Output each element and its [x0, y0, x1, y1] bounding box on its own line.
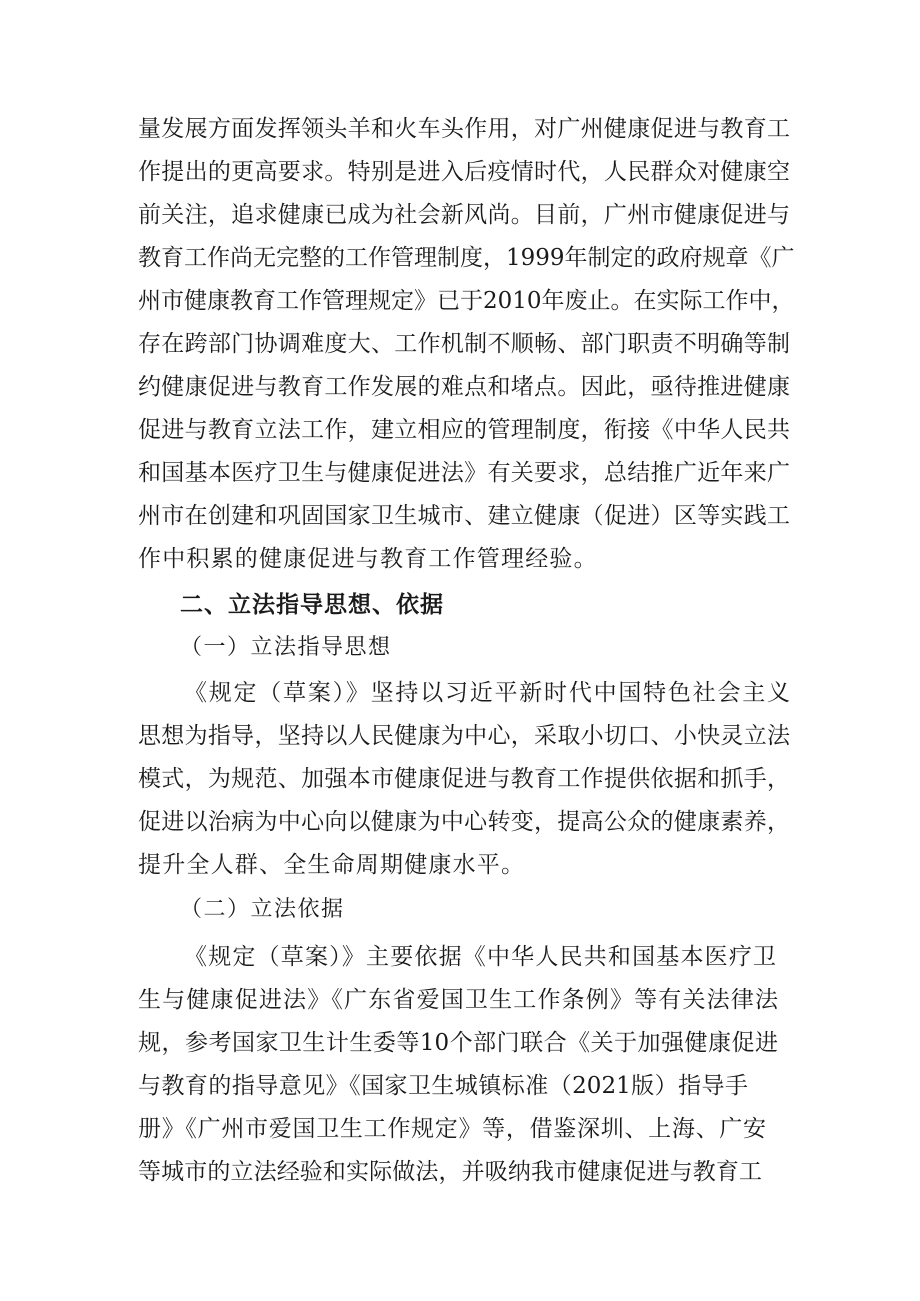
- paragraph-line: 前关注，追求健康已成为社会新风尚。目前，广州市健康促进与: [138, 202, 790, 228]
- paragraph-line: 促进以治病为中心向以健康为中心转变，提高公众的健康素养，: [138, 809, 790, 835]
- paragraph-line: 约健康促进与教育工作发展的难点和堵点。因此，亟待推进健康: [138, 374, 790, 400]
- paragraph-line: 模式，为规范、加强本市健康促进与教育工作提供依据和抓手，: [138, 766, 790, 792]
- paragraph-line: 和国基本医疗卫生与健康促进法》有关要求，总结推广近年来广: [138, 460, 790, 486]
- paragraph-line: 存在跨部门协调难度大、工作机制不顺畅、部门职责不明确等制: [138, 331, 790, 357]
- paragraph-line: 州市健康教育工作管理规定》已于2010年废止。在实际工作中，: [138, 288, 795, 314]
- paragraph-line: 作提出的更高要求。特别是进入后疫情时代，人民群众对健康空: [138, 159, 790, 185]
- paragraph-line: 等城市的立法经验和实际做法，并吸纳我市健康促进与教育工: [138, 1159, 762, 1185]
- paragraph-line: 促进与教育立法工作，建立相应的管理制度，衔接《中华人民共: [138, 417, 790, 443]
- paragraph-line: 生与健康促进法》《广东省爱国卫生工作条例》等有关法律法: [138, 987, 778, 1013]
- paragraph-line: 《规定（草案）》主要依据《中华人民共和国基本医疗卫: [184, 944, 776, 970]
- subsection-title: （二）立法依据: [180, 897, 345, 922]
- paragraph-line: 思想为指导，坚持以人民健康为中心，采取小切口、小快灵立法: [138, 723, 790, 749]
- subsection-title: （一）立法指导思想: [180, 635, 392, 660]
- paragraph-line: 提升全人群、全生命周期健康水平。: [138, 852, 526, 878]
- paragraph-line: 作中积累的健康促进与教育工作管理经验。: [138, 546, 598, 572]
- section-heading: 二、立法指导思想、依据: [180, 592, 444, 618]
- paragraph-line: 规，参考国家卫生计生委等10个部门联合《关于加强健康促进: [138, 1030, 778, 1056]
- paragraph-line: 量发展方面发挥领头羊和火车头作用，对广州健康促进与教育工: [138, 116, 790, 142]
- paragraph-line: 州市在创建和巩固国家卫生城市、建立健康（促进）区等实践工: [138, 503, 790, 529]
- paragraph-line: 教育工作尚无完整的工作管理制度，1999年制定的政府规章《广: [138, 245, 795, 271]
- paragraph-line: 《规定（草案）》坚持以习近平新时代中国特色社会主义: [184, 680, 790, 706]
- paragraph-line: 册》《广州市爱国卫生工作规定》等，借鉴深圳、上海、广安: [138, 1116, 766, 1142]
- paragraph-line: 与教育的指导意见》《国家卫生城镇标准（2021版）指导手: [138, 1073, 748, 1099]
